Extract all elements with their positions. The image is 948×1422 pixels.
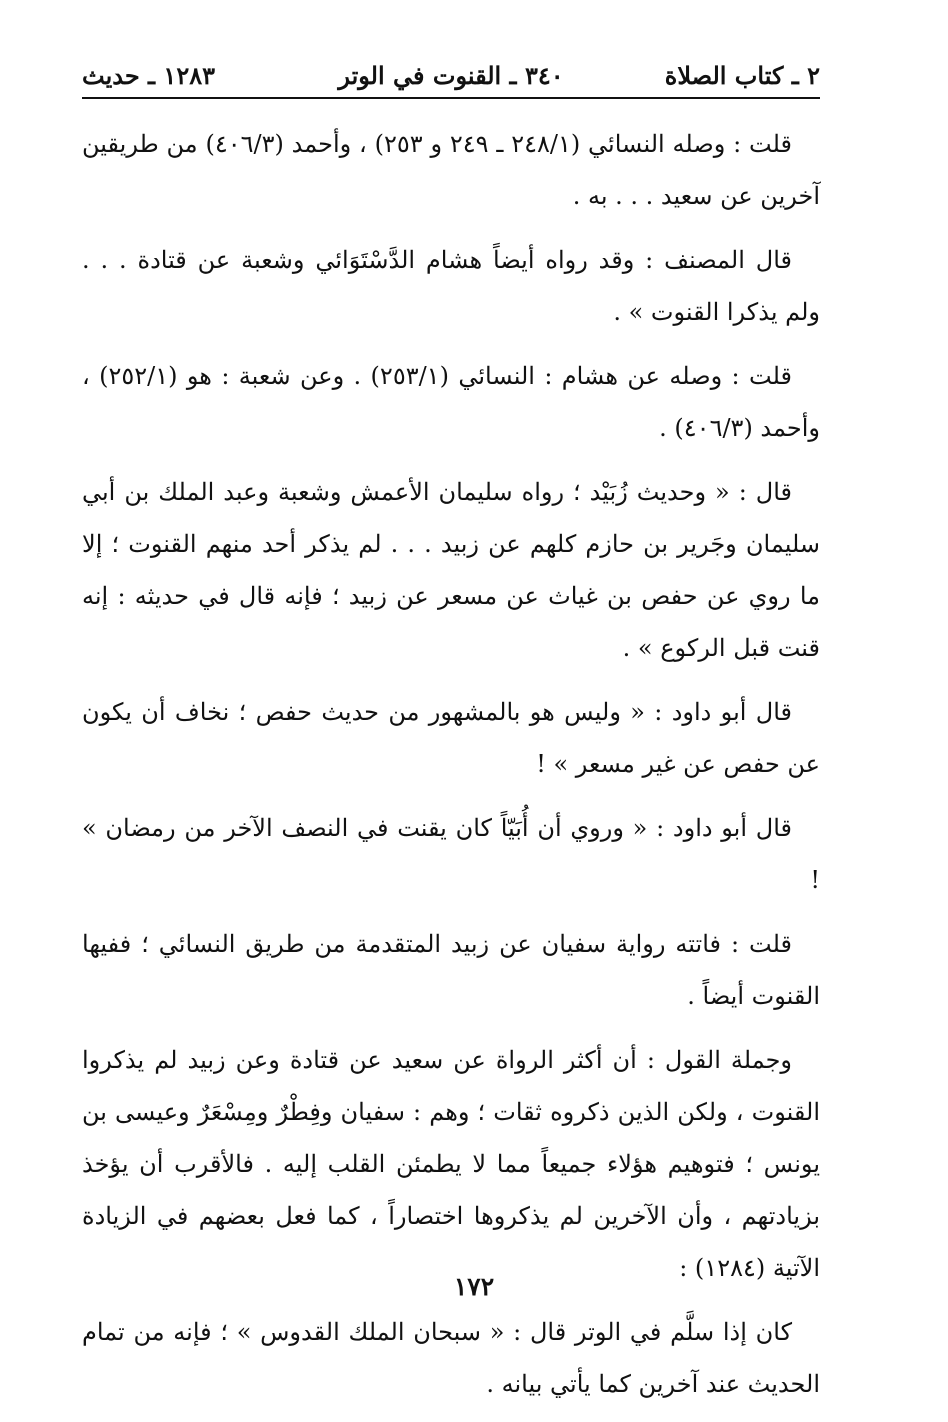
- running-header: [82, 58, 820, 100]
- paragraph: قلت : فاتته رواية سفيان عن زبيد المتقدمة من طريق النسائي ؛ ففيها القنوت أيضاً .: [82, 930, 820, 1010]
- header-chapter-title: ٣٤٠ ـ القنوت في الوتر: [338, 61, 564, 90]
- paragraph: قال : « وحديث زُبَيْد ؛ رواه سليمان الأعمش وشعبة وعبد الملك بن أبي سليمان وجَرير بن حازم كلهم عن زبيد . . . لم يذكر أحد منهم القنوت ؛ إلا ما روي عن حفص بن غياث عن مسعر عن زبيد ؛ فإنه قال في حديثه : إنه قنت قبل الركوع » .: [82, 478, 820, 662]
- paragraph: قلت : وصله عن هشام : النسائي (٢٥٣/١) . وعن شعبة : هو (٢٥٢/١) ، وأحمد (٤٠٦/٣) .: [82, 362, 820, 442]
- paragraph: وجملة القول : أن أكثر الرواة عن سعيد عن قتادة وعن زبيد لم يذكروا القنوت ، ولكن الذين ذكروه ثقات ؛ وهم : سفيان وفِطْرٌ ومِسْعَرٌ وعيسى بن يونس ؛ فتوهيم هؤلاء جميعاً مما لا يطمئن القلب إليه . فالأقرب أن يؤخذ بزيادتهم ، وأن الآخرين لم يذكروها اختصاراً ، كما فعل بعضهم في الزيادة الآتية (١٢٨٤) :: [82, 1046, 821, 1282]
- header-book-title: ٢ ـ كتاب الصلاة: [664, 61, 820, 90]
- paragraph: قال أبو داود : « وليس هو بالمشهور من حديث حفص ؛ نخاف أن يكون عن حفص عن غير مسعر » !: [82, 698, 820, 778]
- body-text: [82, 118, 820, 1422]
- header-rule: [82, 97, 820, 99]
- paragraph: كان إذا سلَّم في الوتر قال : « سبحان الملك القدوس » ؛ فإنه من تمام الحديث عند آخرين كما يأتي بيانه .: [82, 1318, 820, 1398]
- page-number: ١٧٢: [453, 1272, 495, 1301]
- paragraph: قال أبو داود : « وروي أن أُبَيّاً كان يقنت في النصف الآخر من رمضان » !: [82, 814, 820, 894]
- header-hadith-number: ١٢٨٣ ـ حديث: [82, 61, 215, 90]
- paragraph: قال المصنف : وقد رواه أيضاً هشام الدَّسْتَوَائي وشعبة عن قتادة . . . ولم يذكرا القنوت » .: [82, 246, 820, 326]
- paragraph: قلت : وصله النسائي (٢٤٨/١ ـ ٢٤٩ و ٢٥٣) ، وأحمد (٤٠٦/٣) من طريقين آخرين عن سعيد . . . به .: [82, 130, 820, 210]
